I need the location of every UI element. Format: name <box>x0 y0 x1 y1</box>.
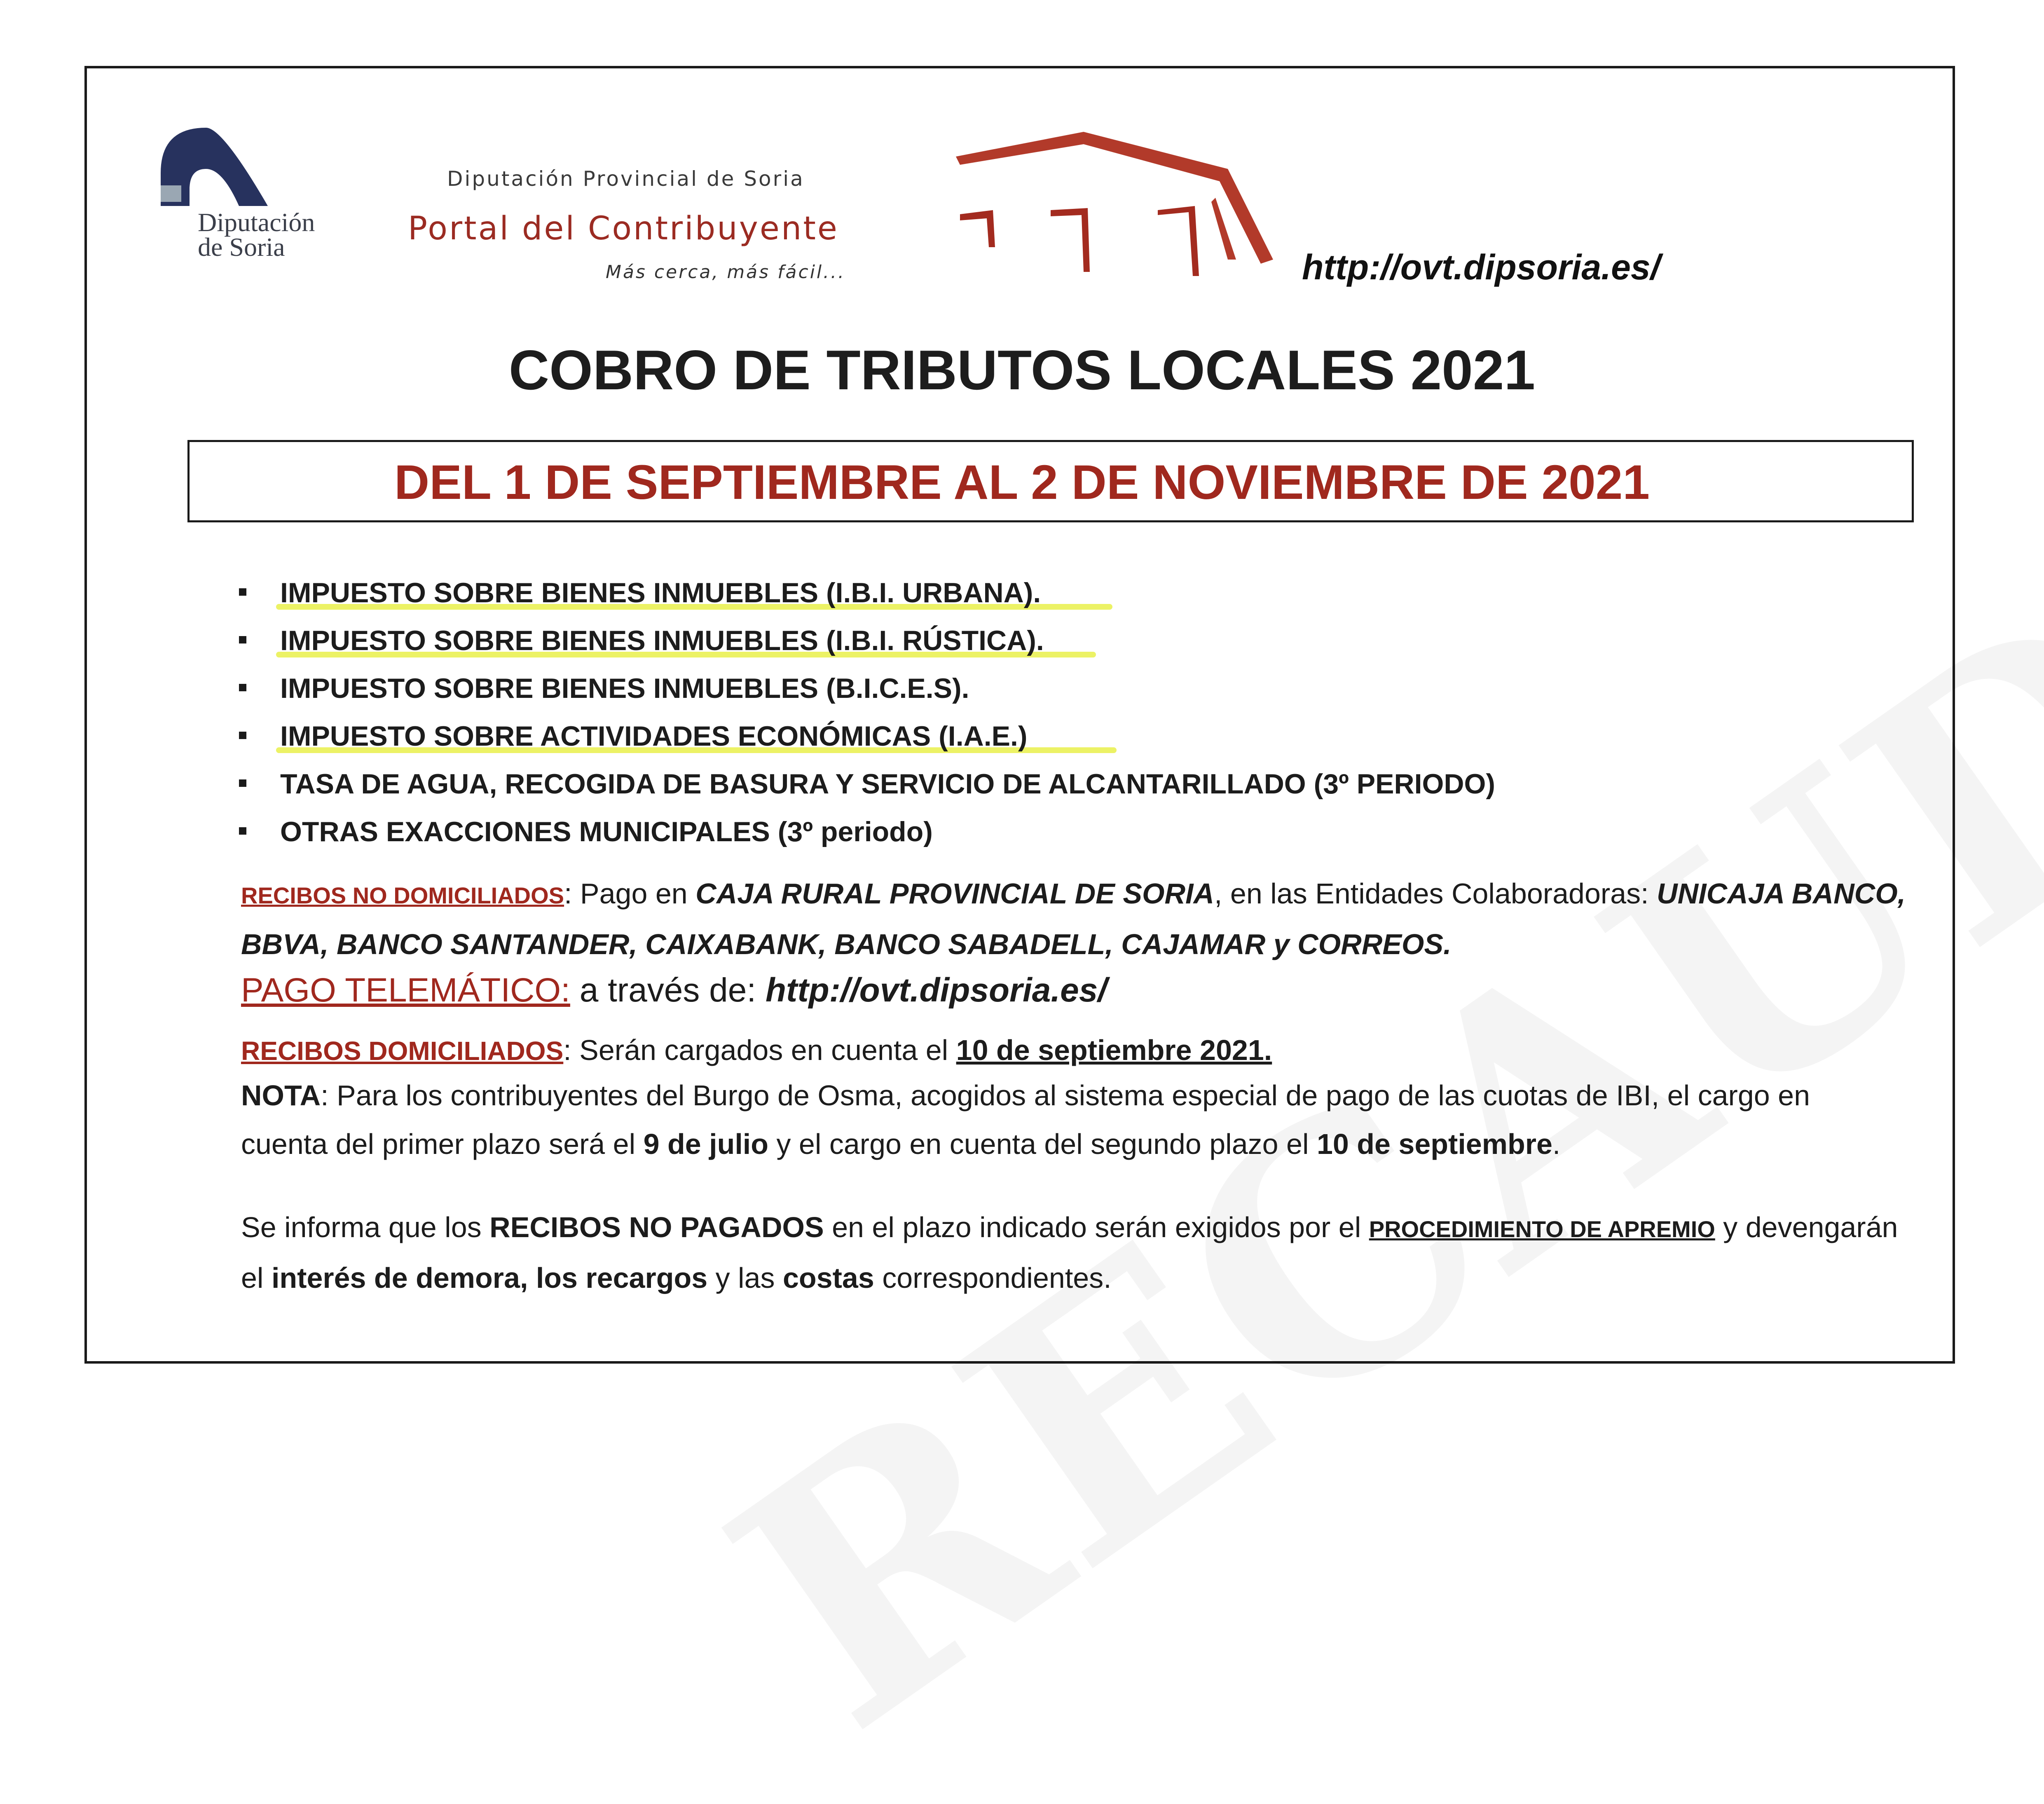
pago-telematico-paragraph: PAGO TELEMÁTICO: a través de: http://ovt.dipsoria.es/ <box>241 971 1107 1009</box>
domiciliados-paragraph: RECIBOS DOMICILIADOS: Serán cargados en cuenta el 10 de septiembre 2021. <box>241 1034 1272 1066</box>
date-range: DEL 1 DE SEPTIEMBRE AL 2 DE NOVIEMBRE DE 2021 <box>394 455 1650 510</box>
portal-slogan: Más cerca, más fácil... <box>606 262 846 283</box>
domiciliados-date: 10 de septiembre 2021. <box>956 1034 1272 1066</box>
bullet-icon <box>239 588 246 596</box>
bullet-icon <box>239 636 246 643</box>
nota-paragraph: NOTA: Para los contribuyentes del Burgo de Osma, acogidos al sistema especial de pago de las cuotas de IBI, el cargo en cuenta del primer plazo será el 9 de julio y el cargo en cuenta del segundo plazo el 10 de septiembre. <box>241 1079 1810 1160</box>
bullet-icon <box>239 827 246 835</box>
no-domiciliados-label: RECIBOS NO DOMICILIADOS <box>241 882 564 908</box>
page-title: COBRO DE TRIBUTOS LOCALES 2021 <box>508 339 1536 401</box>
portal-name: Portal del Contribuyente <box>408 210 839 247</box>
domiciliados-label: RECIBOS DOMICILIADOS <box>241 1036 564 1066</box>
logo-text: Diputación de Soria <box>198 208 315 262</box>
procedimiento-apremio: PROCEDIMIENTO DE APREMIO <box>1369 1216 1715 1242</box>
bullet-icon <box>239 684 246 691</box>
roof-logo-icon <box>948 124 1277 280</box>
telematico-url-link[interactable]: http://ovt.dipsoria.es/ <box>765 971 1107 1009</box>
pago-telematico-label: PAGO TELEMÁTICO: <box>241 971 570 1009</box>
portal-url-link[interactable]: http://ovt.dipsoria.es/ <box>1302 248 1660 287</box>
bullet-icon <box>239 732 246 739</box>
nota-label: NOTA <box>241 1079 321 1111</box>
diputacion-logo <box>157 124 346 272</box>
portal-org-name: Diputación Provincial de Soria <box>447 167 805 191</box>
arch-logo-icon <box>157 124 272 210</box>
bullet-icon <box>239 779 246 787</box>
no-domiciliados-paragraph: RECIBOS NO DOMICILIADOS: Pago en CAJA RURAL PROVINCIAL DE SORIA, en las Entidades Colaboradoras: UNICAJA BANCO, BBVA, BANCO SANTANDER, CAIXABANK, BANCO SABADELL, CAJAMAR y CORREOS. <box>241 877 1906 960</box>
informa-paragraph: Se informa que los RECIBOS NO PAGADOS en el plazo indicado serán exigidos por el PROCEDIMIENTO DE APREMIO y devengarán el interés de demora, los recargos y las costas correspondientes. <box>241 1211 1898 1294</box>
caja-rural-name: CAJA RURAL PROVINCIAL DE SORIA <box>695 877 1215 910</box>
